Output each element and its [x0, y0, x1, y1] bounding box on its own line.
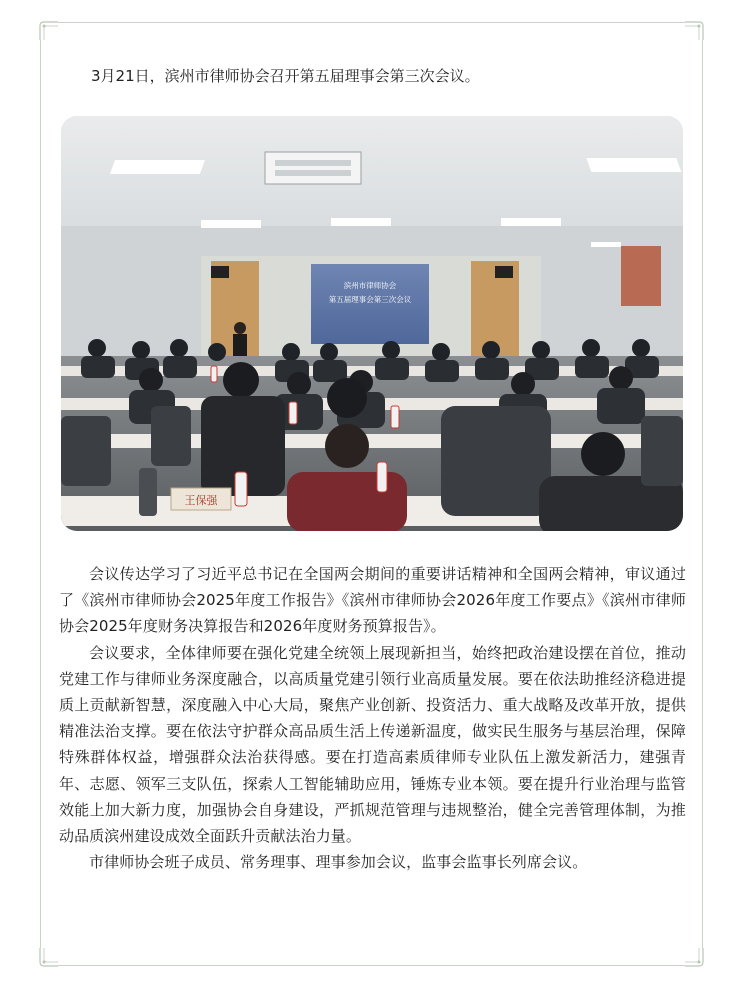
meeting-photo [61, 116, 683, 531]
frame-corner-ornament-icon [685, 948, 707, 970]
intro-line: 3月21日，滨州市律师协会召开第五届理事会第三次会议。 [91, 67, 480, 85]
article-body [59, 561, 686, 875]
article-paragraph: 会议要求，全体律师要在强化党建全统领上展现新担当，始终把政治建设摆在首位，推动党建工作与律师业务深度融合，以高质量党建引领行业高质量发展。要在依法助推经济稳进提质上贡献新智慧，深度融入中心大局，聚焦产业创新、投资活力、重大战略及改革开放，提供精准法治支撑。要在依法守护群众高品质生活上传递新温度，做实民生服务与基层治理，保障特殊群体权益，增强群众法治获得感。要在打造高素质律师专业队伍上激发新活力，建强青年、志愿、领军三支队伍，探索人工智能辅助应用，锤炼专业本领。要在提升行业治理与监管效能上加大新力度，加强协会自身建设，严抓规范管理与违规整治，健全完善管理体制，为推动品质滨州建设成效全面跃升贡献法治力量。 [59, 643, 686, 846]
frame-right-line [702, 40, 703, 948]
article-paragraph: 会议传达学习了习近平总书记在全国两会期间的重要讲话精神和全国两会精神，审议通过了《滨州市律师协会2025年度工作报告》《滨州市律师协会2026年度工作要点》《滨州市律师协会2025年度财务决算报告和2026年度财务预算报告》。 [59, 565, 686, 636]
screen-title-line-2: 第五届理事会第三次会议 [328, 295, 412, 304]
article-paragraph: 市律师协会班子成员、常务理事、理事参加会议，监事会监事长列席会议。 [89, 853, 588, 872]
frame-corner-ornament-icon [36, 18, 58, 40]
frame-bottom-line [58, 965, 685, 966]
screen-title-line-1: 滨州市律师协会 [343, 281, 397, 290]
frame-top-line [58, 22, 685, 23]
frame-left-line [40, 40, 41, 948]
frame-corner-ornament-icon [36, 948, 58, 970]
name-card-text: 王保强 [184, 494, 218, 507]
frame-corner-ornament-icon [685, 18, 707, 40]
